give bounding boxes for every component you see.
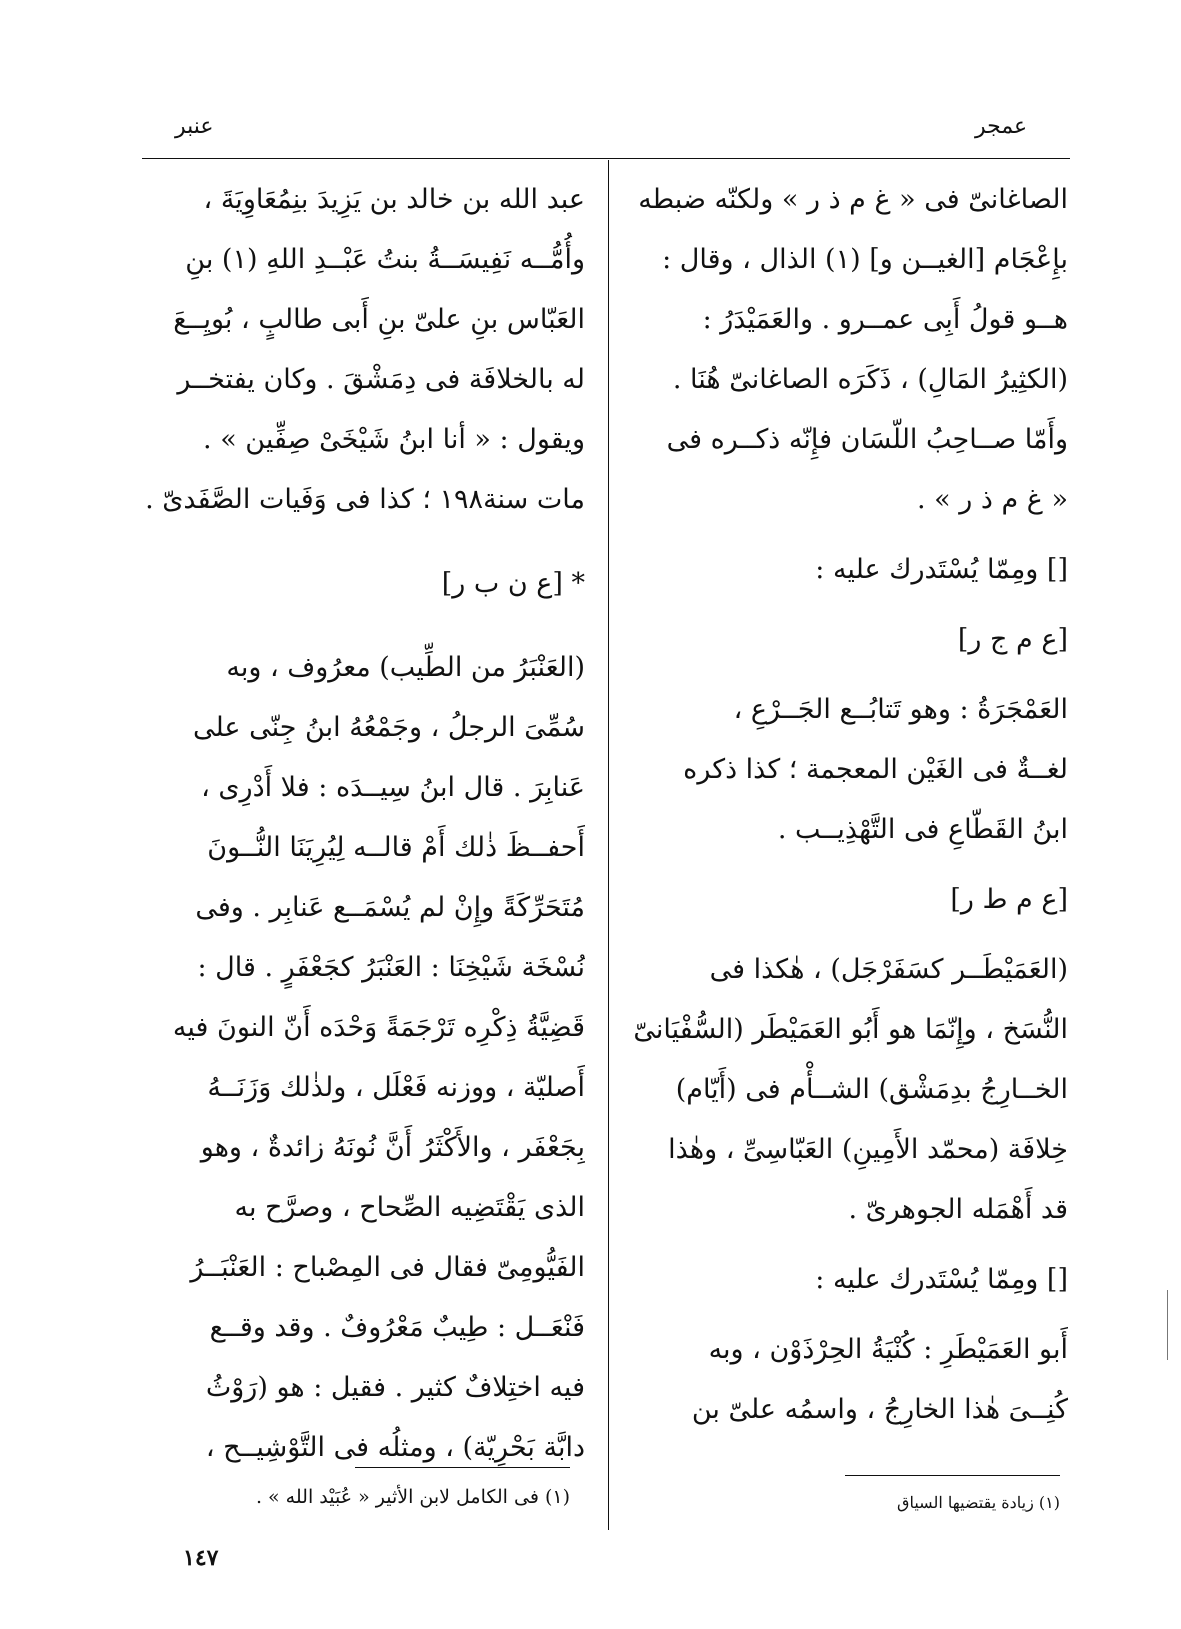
text-line: (العَنْبَرُ من الطِّيب) معرُوف ، وبه	[226, 652, 585, 683]
text-line: دابَّة بَحْرِيّة) ، ومثلُه فى التَّوْشِيــح ،	[205, 1432, 585, 1463]
text-line: وأَمّا صــاحِبُ اللّسَان فإِنّه ذكــره فى	[666, 424, 1068, 455]
footnote-right: (١) زيادة يقتضيها السياق	[897, 1493, 1060, 1512]
text-line: الصاغانىّ فى « غ م ذ ر » ولكنّه ضبطه	[638, 184, 1068, 215]
text-line: له بالخلافَة فى دِمَشْقَ . وكان يفتخــر	[177, 364, 585, 395]
text-line: « غ م ذ ر » .	[916, 484, 1068, 515]
text-line: فَنْعَــل : طِيبٌ مَعْرُوفٌ . وقد وقــع	[209, 1312, 585, 1343]
text-line: كُنِــىَ هٰذا الخارِجُ ، واسمُه علىّ بن	[691, 1394, 1068, 1425]
text-line: قد أَهْمَله الجوهرىّ .	[848, 1194, 1068, 1225]
text-line: بإِعْجَام [الغيــن و] (١) الذال ، وقال :	[662, 244, 1068, 275]
page-number: ١٤٧	[183, 1545, 219, 1571]
scan-edge-mark	[1167, 1290, 1168, 1360]
text-line: قَضِيَّةُ ذِكْرِه تَرْجَمَةً وَحْدَه أَنّ النونَ فيه	[172, 1012, 585, 1043]
mustadrak-line: [] ومِمّا يُسْتَدرك عليه :	[815, 1264, 1068, 1295]
text-line: النُّسَخ ، وإِنّمَا هو أَبُو العَمَيْطَر (السُّفْيَانىّ	[633, 1014, 1068, 1045]
text-line: (العَمَيْطَــر كسَفَرْجَل) ، هٰكذا فى	[709, 954, 1068, 985]
right-column	[632, 170, 1068, 1440]
text-line: سُمِّىَ الرجلُ ، وجَمْعُهُ ابنُ جِنّى على	[192, 712, 585, 743]
text-line: الذى يَقْتَضِيه الصِّحاح ، وصرَّح به	[234, 1192, 585, 1223]
text-line: بِجَعْفَر ، والأَكْثَرُ أَنَّ نُونَهُ زائدةٌ ، وهو	[200, 1132, 585, 1163]
text-line: ويقول : « أنا ابنُ شَيْخَىْ صِفِّين » .	[203, 424, 585, 455]
text-line: العَمْجَرَةُ : وهو تَتابُــع الجَــرْعِ ،	[733, 694, 1068, 725]
text-line: لغــةٌ فى الغَيْن المعجمة ؛ كذا ذكره	[683, 754, 1068, 785]
header-rule	[142, 158, 1070, 159]
text-line: أَبو العَمَيْطَرِ : كُنْيَةُ الحِرْذَوْن ، وبه	[708, 1334, 1068, 1365]
text-line: هــو قولُ أَبِى عمــرو . والعَمَيْدَرُ :	[702, 304, 1068, 335]
entry-heading: * [ع ن ب ر]	[441, 568, 585, 599]
text-line: نُسْخَة شَيْخِنَا : العَنْبَرُ كجَعْفَرٍ . قال :	[197, 952, 585, 983]
running-head-left: عنبر	[175, 114, 214, 139]
text-line: فيه اختِلافٌ كثير . فقيل : هو (رَوْثُ	[205, 1372, 585, 1403]
text-line: أَحفــظَ ذٰلك أَمْ قالــه لِيُرِيَنَا النُّــونَ	[207, 832, 585, 863]
text-line: مات سنة١٩٨ ؛ كذا فى وَفَيات الصَّفَدىّ .	[145, 484, 585, 515]
footnote-left: (١) فى الكامل لابن الأثير « عُبَيْد الله » .	[255, 1486, 570, 1508]
text-line: الخــارِجُ بدِمَشْق) الشــأْم فى (أَيّام)	[675, 1074, 1068, 1105]
running-head-right: عمجر	[975, 114, 1028, 139]
entry-heading: [ع م ط ر]	[950, 884, 1068, 915]
text-line: عَنابِرَ . قال ابنُ سِيــدَه : فلا أَدْرِى ،	[201, 772, 585, 803]
text-line: عبد الله بن خالد بن يَزِيدَ بنِمُعَاوِيَةَ ،	[203, 184, 585, 215]
column-divider	[608, 160, 609, 1530]
text-line: وأُمُّــه نَفِيسَــةُ بنتُ عَبْــدِ اللهِ (١) بنِ	[185, 244, 585, 275]
text-line: (الكثِيرُ المَالِ) ، ذَكَرَه الصاغانىّ هُنَا .	[672, 364, 1068, 395]
footnote-rule-left	[355, 1467, 570, 1468]
text-line: خِلافَة (محمّد الأَمِينِ) العَبّاسِىِّ ، وهٰذا	[668, 1134, 1068, 1165]
left-column	[145, 170, 585, 1478]
text-line: أَصليّة ، ووزنه فَعْلَل ، ولذٰلك وَزَنَــهُ	[207, 1072, 585, 1103]
footnote-rule-right	[845, 1475, 1060, 1476]
mustadrak-line: [] ومِمّا يُسْتَدرك عليه :	[815, 554, 1068, 585]
text-line: مُتَحَرِّكَةً وإِنْ لم يُسْمَــع عَنابِر . وفى	[195, 892, 585, 923]
text-line: العَبّاس بنِ علىّ بنِ أَبى طالبٍ ، بُويِــعَ	[173, 304, 585, 335]
entry-heading: [ع م ج ر]	[957, 624, 1068, 655]
text-line: ابنُ القَطّاعِ فى التَّهْذِيــب .	[777, 814, 1068, 845]
text-line: الفَيُّومِىّ فقال فى المِصْباح : العَنْبَــرُ	[190, 1252, 585, 1283]
